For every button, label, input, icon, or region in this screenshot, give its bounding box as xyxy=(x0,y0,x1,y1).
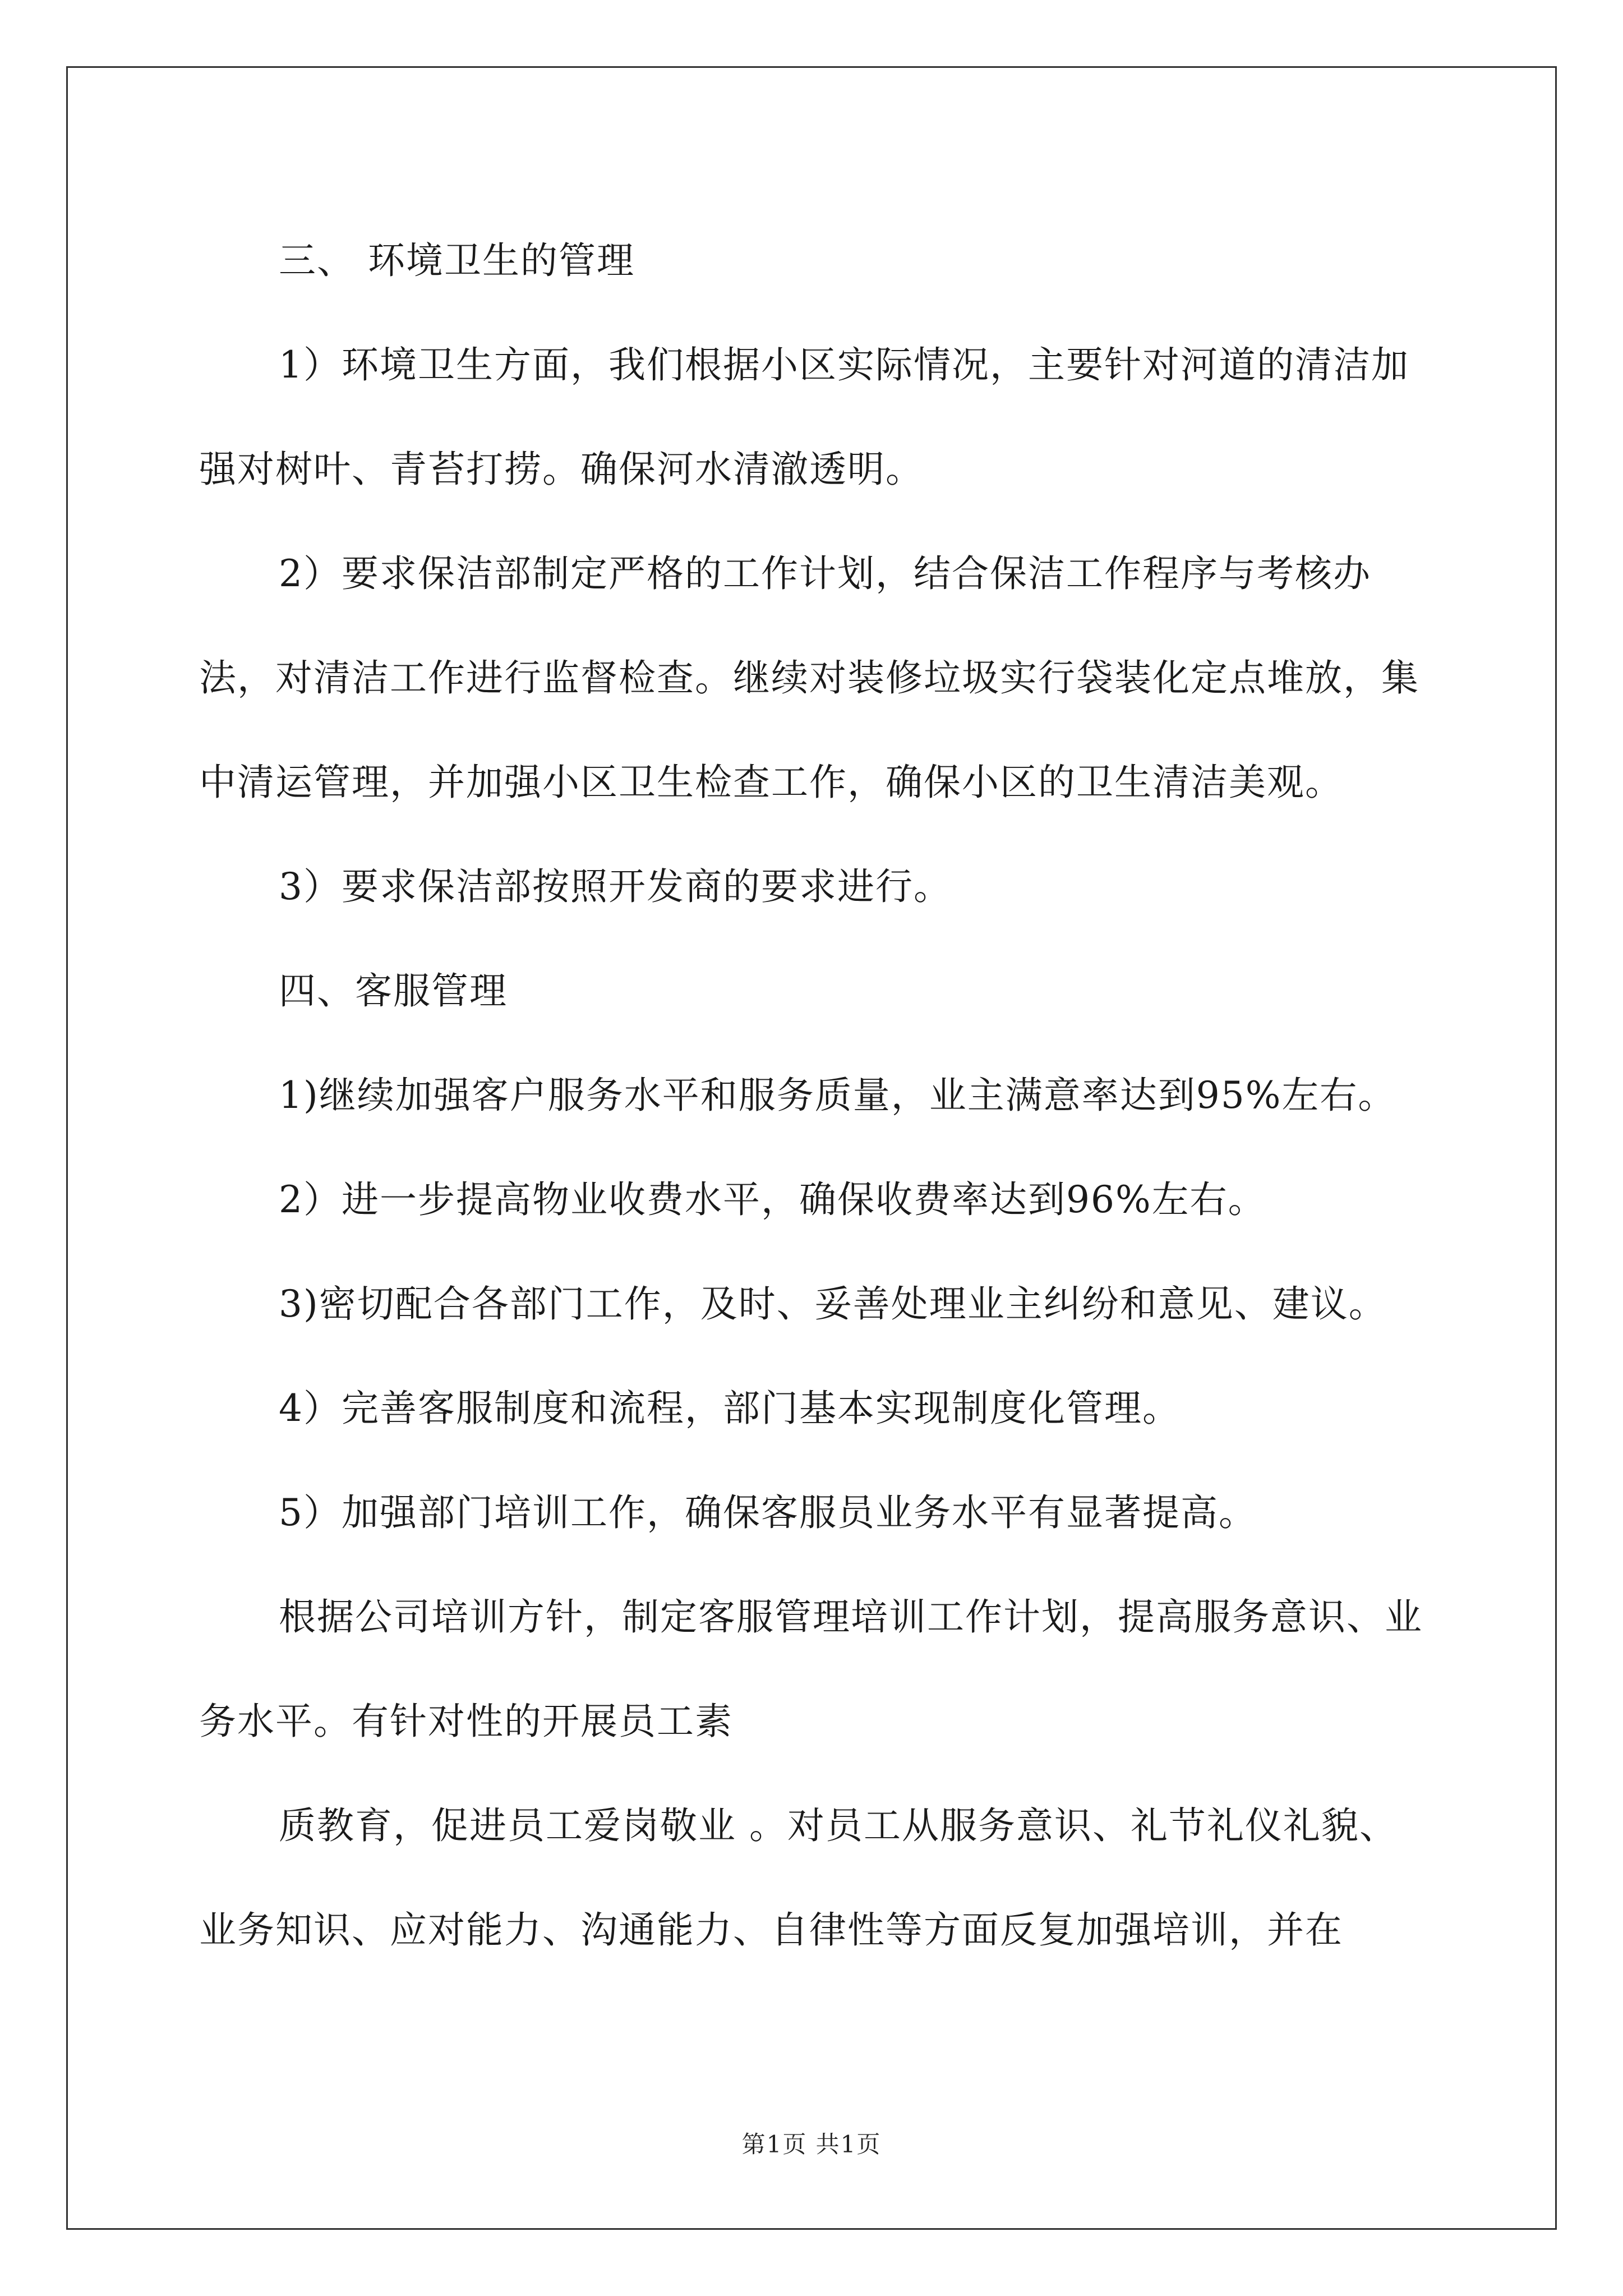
paragraph-service-2: 2）进一步提高物业收费水平，确保收费率达到96%左右。 xyxy=(279,1178,1266,1221)
paragraph-service-1: 1)继续加强客户服务水平和服务质量，业主满意率达到95%左右。 xyxy=(279,1074,1396,1117)
section-heading-customer-service: 四、客服管理 xyxy=(279,969,508,1013)
paragraph-training-1: 根据公司培训方针，制定客服管理培训工作计划，提高服务意识、业务水平。有针对性的开展员工素 xyxy=(199,1595,1423,1743)
paragraph-environment-2: 2）要求保洁部制定严格的工作计划，结合保洁工作程序与考核办法，对清洁工作进行监督检查。继续对装修垃圾实行袋装化定点堆放，集中清运管理，并加强小区卫生检查工作，确保小区的卫生清洁美观。 xyxy=(199,552,1419,804)
paragraph-service-5: 5）加强部门培训工作，确保客服员业务水平有显著提高。 xyxy=(279,1491,1257,1534)
paragraph-service-3: 3)密切配合各部门工作，及时、妥善处理业主纠纷和意见、建议。 xyxy=(279,1282,1387,1326)
paragraph-environment-1: 1）环境卫生方面，我们根据小区实际情况，主要针对河道的清洁加强对树叶、青苔打捞。确保河水清澈透明。 xyxy=(199,343,1409,491)
paragraph-service-4: 4）完善客服制度和流程，部门基本实现制度化管理。 xyxy=(279,1387,1181,1430)
paragraph-environment-3: 3）要求保洁部按照开发商的要求进行。 xyxy=(279,865,952,908)
section-heading-environment: 三、 环境卫生的管理 xyxy=(279,239,635,282)
paragraph-training-2: 质教育，促进员工爱岗敬业 。对员工从服务意识、礼节礼仪礼貌、业务知识、应对能力、沟通能力、自律性等方面反复加强培训，并在 xyxy=(199,1804,1398,1952)
page-number-footer: 第1页 共1页 xyxy=(741,2131,882,2158)
document-body xyxy=(199,209,1433,1982)
